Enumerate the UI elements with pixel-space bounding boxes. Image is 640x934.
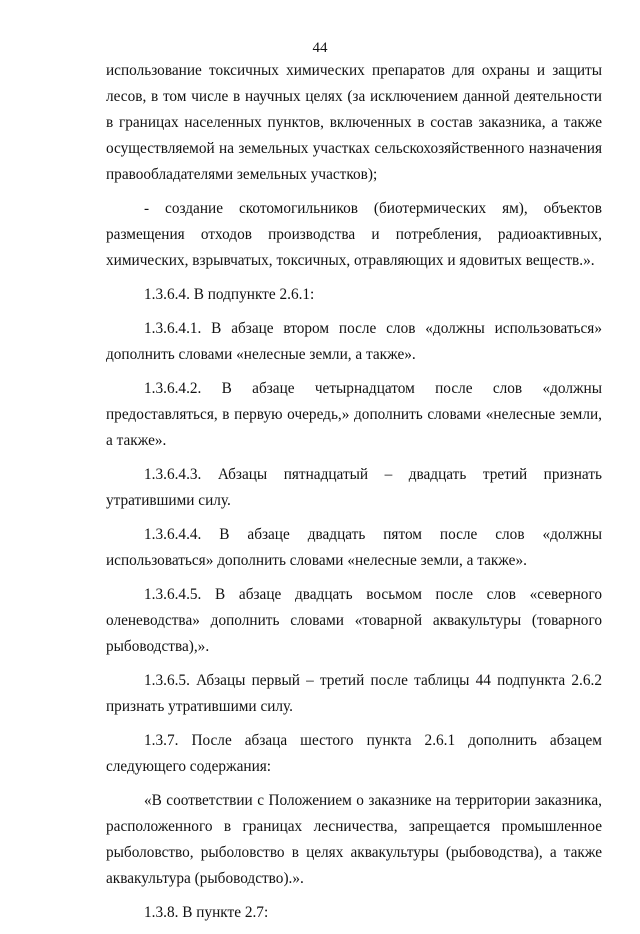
document-body <box>106 58 602 934</box>
paragraph-clause-1-3-6-5: 1.3.6.5. Абзацы первый – третий после таблицы 44 подпункта 2.6.2 признать утратившими силу. <box>106 672 602 715</box>
paragraph-continuation: использование токсичных химических препаратов для охраны и защиты лесов, в том числе в научных целях (за исключением данной деятельности в границах населенных пунктов, включенных в состав заказника, а также осуществляемой на земельных участках сельскохозяйственного назначения правообладателями земельных участков); <box>106 62 602 183</box>
paragraph-clause-1-3-6-4: 1.3.6.4. В подпункте 2.6.1: <box>144 286 315 303</box>
paragraph-clause-1-3-6-4-3: 1.3.6.4.3. Абзацы пятнадцатый – двадцать третий признать утратившими силу. <box>106 466 602 509</box>
paragraph-clause-1-3-8: 1.3.8. В пункте 2.7: <box>144 904 269 921</box>
page-number: 44 <box>312 40 328 56</box>
paragraph-quoted-addition: «В соответствии с Положением о заказнике на территории заказника, расположенного в границах лесничества, запрещается промышленное рыболовство, рыболовство в целях аквакультуры (рыбоводства), а также аквакультура (рыбоводство).». <box>106 792 602 887</box>
paragraph-clause-1-3-6-4-2: 1.3.6.4.2. В абзаце четырнадцатом после слов «должны предоставляться, в первую очередь,» дополнить словами «нелесные земли, а также». <box>106 380 602 449</box>
paragraph-clause-1-3-6-4-4: 1.3.6.4.4. В абзаце двадцать пятом после слов «должны использоваться» дополнить словами «нелесные земли, а также». <box>106 526 602 569</box>
paragraph-clause-1-3-7: 1.3.7. После абзаца шестого пункта 2.6.1 дополнить абзацем следующего содержания: <box>106 732 602 775</box>
paragraph-clause-1-3-6-4-1: 1.3.6.4.1. В абзаце втором после слов «должны использоваться» дополнить словами «нелесные земли, а также». <box>106 320 602 363</box>
paragraph-clause-1-3-6-4-5: 1.3.6.4.5. В абзаце двадцать восьмом после слов «северного оленеводства» дополнить словами «товарной аквакультуры (товарного рыбоводства),». <box>106 586 602 655</box>
paragraph-list-item: - создание скотомогильников (биотермических ям), объектов размещения отходов производства и потребления, радиоактивных, химических, взрывчатых, токсичных, отравляющих и ядовитых веществ.». <box>106 200 602 269</box>
